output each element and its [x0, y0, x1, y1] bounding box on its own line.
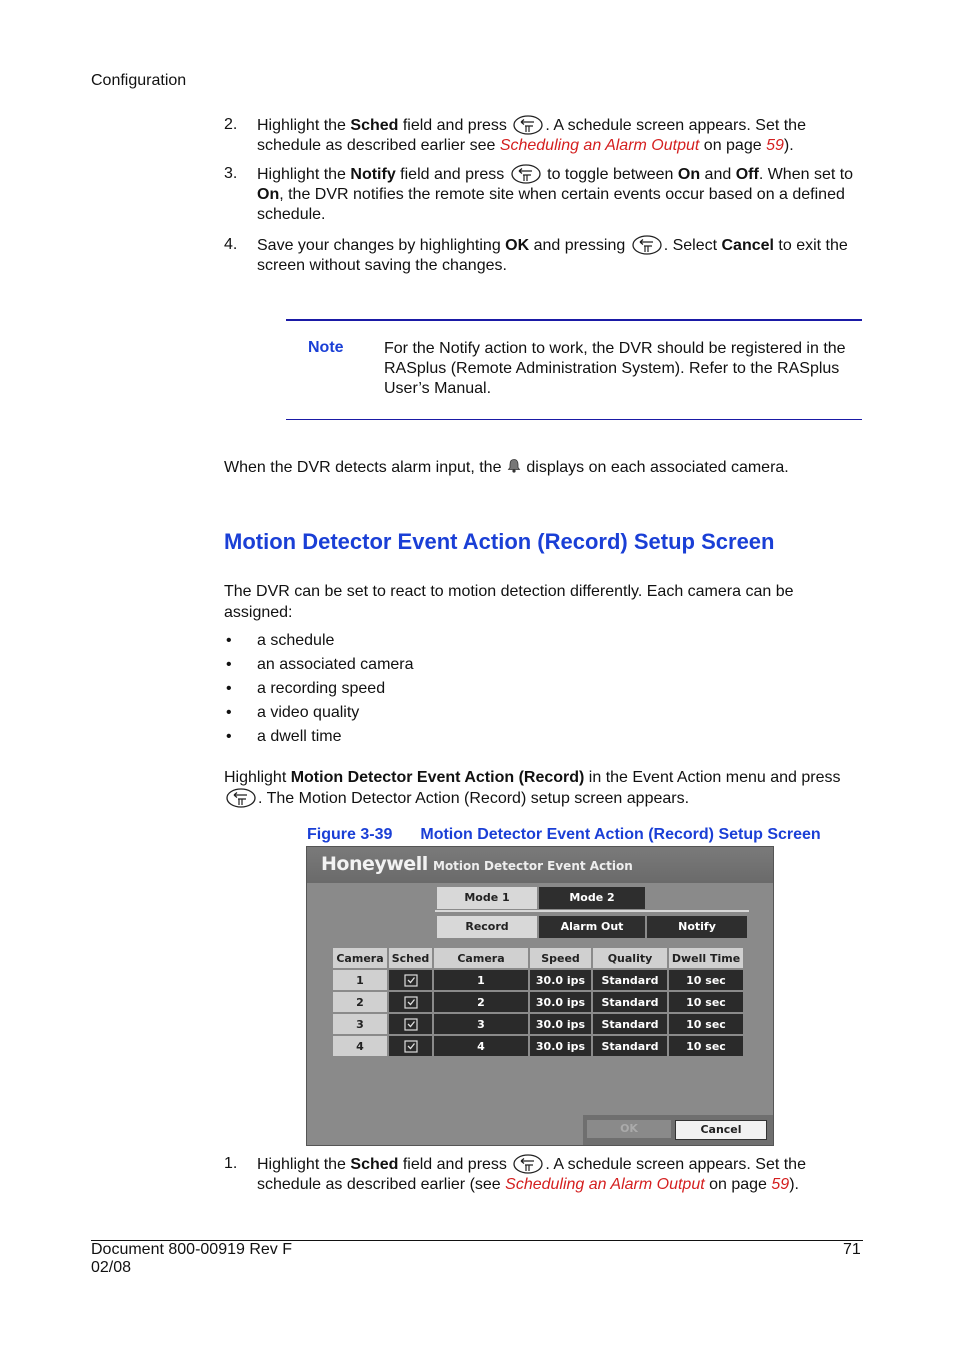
- step-text: Save your changes by highlighting OK and pressing . Select Cancel to exit the screen without saving the changes.: [257, 237, 848, 274]
- section-heading: Motion Detector Event Action (Record) Setup Screen: [224, 529, 775, 554]
- sched-cell[interactable]: [389, 970, 432, 990]
- tab-alarm-out[interactable]: Alarm Out: [539, 916, 645, 938]
- list-item: • an associated camera: [226, 656, 414, 673]
- link-page-59[interactable]: 59: [766, 137, 784, 154]
- honeywell-logo: Honeywell: [321, 853, 428, 875]
- dvr-button-bar: [583, 1115, 773, 1145]
- enter-button-icon: [511, 164, 541, 184]
- step-number: 1.: [224, 1155, 238, 1172]
- figure-caption: Figure 3-39 Motion Detector Event Action (Record) Setup Screen: [307, 826, 821, 843]
- tab-divider: [435, 910, 749, 912]
- table-header-row: [333, 948, 743, 968]
- running-header: Configuration: [91, 72, 187, 89]
- link-scheduling-alarm-output[interactable]: Scheduling an Alarm Output: [499, 137, 700, 154]
- schedule-icon: [404, 996, 418, 1009]
- schedule-icon: [404, 1018, 418, 1031]
- col-header: Camera: [333, 948, 387, 968]
- col-header: Dwell Time: [669, 948, 743, 968]
- camera-cell[interactable]: 3: [434, 1014, 528, 1034]
- step-number: 4.: [224, 236, 238, 253]
- enter-button-icon: [632, 235, 662, 255]
- list-item: • a recording speed: [226, 680, 386, 697]
- speed-cell[interactable]: 30.0 ips: [530, 1014, 591, 1034]
- enter-button-icon: [226, 788, 256, 808]
- page-number: 71: [843, 1241, 861, 1258]
- step-number: 3.: [224, 165, 238, 182]
- step-2: [224, 115, 864, 156]
- alarm-bell-icon: [506, 458, 522, 474]
- dwell-cell[interactable]: 10 sec: [669, 970, 743, 990]
- tab-mode-2[interactable]: Mode 2: [539, 887, 645, 909]
- note-box: [286, 319, 862, 420]
- dvr-screen-title: Motion Detector Event Action: [433, 859, 633, 873]
- camera-number: 2: [333, 992, 387, 1012]
- bullet-list: [224, 631, 624, 751]
- footer-left: [91, 1241, 292, 1277]
- tab-record[interactable]: Record: [437, 916, 537, 938]
- dwell-cell[interactable]: 10 sec: [669, 992, 743, 1012]
- dvr-setup-screen: [306, 846, 774, 1146]
- col-header: Quality: [593, 948, 667, 968]
- dwell-cell[interactable]: 10 sec: [669, 1036, 743, 1056]
- step-text: Highlight the Notify field and press to toggle between On and Off. When set to On, the DVR notifies the remote site when certain events occur based on a defined schedule.: [257, 166, 854, 223]
- table-row: [333, 992, 743, 1012]
- note-label: Note: [308, 339, 344, 356]
- table-row: [333, 970, 743, 990]
- speed-cell[interactable]: 30.0 ips: [530, 970, 591, 990]
- enter-button-icon: [513, 115, 543, 135]
- note-text: For the Notify action to work, the DVR should be registered in the RASplus (Remote Administration System). Refer to the RASplus User’s Manual.: [384, 340, 846, 397]
- tab-mode-1[interactable]: Mode 1: [437, 887, 537, 909]
- quality-cell[interactable]: Standard: [593, 1014, 667, 1034]
- sched-cell[interactable]: [389, 1014, 432, 1034]
- step-text: Highlight the Sched field and press . A schedule screen appears. Set the schedule as described earlier see Scheduling an Alarm Output on page 59).: [257, 117, 806, 154]
- document-date: 02/08: [91, 1259, 132, 1276]
- alarm-paragraph: When the DVR detects alarm input, the displays on each associated camera.: [224, 459, 789, 476]
- tab-notify[interactable]: Notify: [647, 916, 747, 938]
- sched-cell[interactable]: [389, 1036, 432, 1056]
- col-header: Speed: [530, 948, 591, 968]
- list-item: • a schedule: [226, 632, 335, 649]
- step-1: [224, 1154, 864, 1195]
- camera-action-table: [331, 946, 745, 1058]
- table-row: [333, 1036, 743, 1056]
- document-number: Document 800-00919 Rev F: [91, 1241, 292, 1258]
- step-text: Highlight the Sched field and press . A schedule screen appears. Set the schedule as described earlier (see Scheduling an Alarm Output on page 59).: [257, 1156, 806, 1193]
- camera-number: 1: [333, 970, 387, 990]
- table-row: [333, 1014, 743, 1034]
- speed-cell[interactable]: 30.0 ips: [530, 1036, 591, 1056]
- intro-paragraph: The DVR can be set to react to motion detection differently. Each camera can be assigned:: [224, 583, 794, 621]
- link-page-59[interactable]: 59: [771, 1176, 790, 1193]
- list-item: • a video quality: [226, 704, 360, 721]
- highlight-paragraph: Highlight Motion Detector Event Action (Record) in the Event Action menu and press . The Motion Detector Action (Record) setup screen appears.: [224, 769, 841, 807]
- enter-button-icon: [513, 1154, 543, 1174]
- dwell-cell[interactable]: 10 sec: [669, 1014, 743, 1034]
- list-item: • a dwell time: [226, 728, 342, 745]
- link-scheduling-alarm-output[interactable]: Scheduling an Alarm Output: [505, 1176, 705, 1193]
- camera-number: 3: [333, 1014, 387, 1034]
- camera-cell[interactable]: 1: [434, 970, 528, 990]
- step-3: [224, 164, 864, 225]
- camera-cell[interactable]: 2: [434, 992, 528, 1012]
- step-number: 2.: [224, 116, 238, 133]
- step-4: [224, 235, 864, 276]
- col-header: Sched: [389, 948, 432, 968]
- speed-cell[interactable]: 30.0 ips: [530, 992, 591, 1012]
- schedule-icon: [404, 974, 418, 987]
- quality-cell[interactable]: Standard: [593, 970, 667, 990]
- sched-cell[interactable]: [389, 992, 432, 1012]
- col-header: Camera: [434, 948, 528, 968]
- ok-button[interactable]: OK: [587, 1120, 671, 1138]
- quality-cell[interactable]: Standard: [593, 1036, 667, 1056]
- dvr-title-bar: [307, 847, 773, 883]
- camera-number: 4: [333, 1036, 387, 1056]
- cancel-button[interactable]: Cancel: [675, 1120, 767, 1140]
- schedule-icon: [404, 1040, 418, 1053]
- quality-cell[interactable]: Standard: [593, 992, 667, 1012]
- camera-cell[interactable]: 4: [434, 1036, 528, 1056]
